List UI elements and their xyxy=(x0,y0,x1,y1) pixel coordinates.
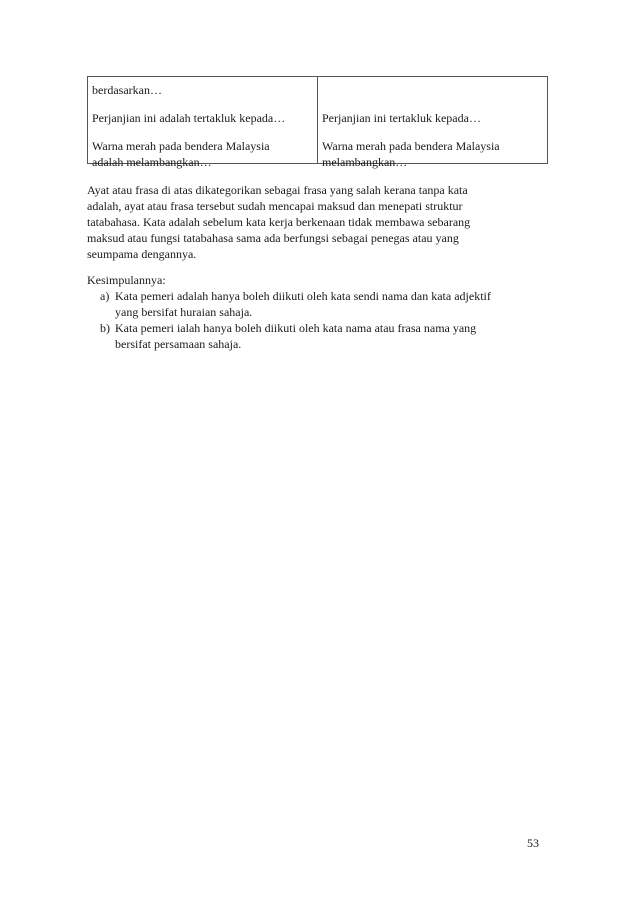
table-cell-text: Warna merah pada bendera Malaysia xyxy=(322,139,500,153)
paragraph-line: Ayat atau frasa di atas dikategorikan sebagai frasa yang salah kerana tanpa kata xyxy=(87,183,468,197)
conclusion-heading: Kesimpulannya: xyxy=(87,273,166,287)
list-marker: a) xyxy=(100,289,110,303)
conclusion-section xyxy=(87,272,557,352)
list-marker: b) xyxy=(100,321,110,335)
list-item-line: yang bersifat huraian sahaja. xyxy=(115,305,253,319)
table-column-incorrect xyxy=(88,77,318,169)
table-cell-text: Warna merah pada bendera Malaysia xyxy=(92,139,270,153)
explanation-paragraph xyxy=(87,182,557,262)
conclusion-item-a xyxy=(87,288,557,320)
table-cell-text: Perjanjian ini tertakluk kepada… xyxy=(322,111,481,125)
paragraph-line: seumpama dengannya. xyxy=(87,247,197,261)
paragraph-line: tatabahasa. Kata adalah sebelum kata kerja berkenaan tidak membawa sebarang xyxy=(87,215,471,229)
page-number: 53 xyxy=(527,836,539,850)
conclusion-item-b xyxy=(87,320,557,352)
list-item-line: Kata pemeri adalah hanya boleh diikuti oleh kata sendi nama dan kata adjektif xyxy=(115,289,491,303)
comparison-table xyxy=(87,76,548,169)
paragraph-line: adalah, ayat atau frasa tersebut sudah mencapai maksud dan menepati struktur xyxy=(87,199,463,213)
table-column-correct xyxy=(318,77,547,169)
list-item-line: Kata pemeri ialah hanya boleh diikuti oleh kata nama atau frasa nama yang xyxy=(115,321,477,335)
paragraph-line: maksud atau fungsi tatabahasa sama ada berfungsi sebagai penegas atau yang xyxy=(87,231,459,245)
table-cell-text: adalah melambangkan… xyxy=(92,155,212,169)
list-item-line: bersifat persamaan sahaja. xyxy=(115,337,242,351)
table-cell-text: Perjanjian ini adalah tertakluk kepada… xyxy=(92,111,286,125)
table-cell-text: berdasarkan… xyxy=(92,83,162,97)
table-cell-text xyxy=(322,82,543,98)
table-cell-text: melambangkan… xyxy=(322,155,408,169)
